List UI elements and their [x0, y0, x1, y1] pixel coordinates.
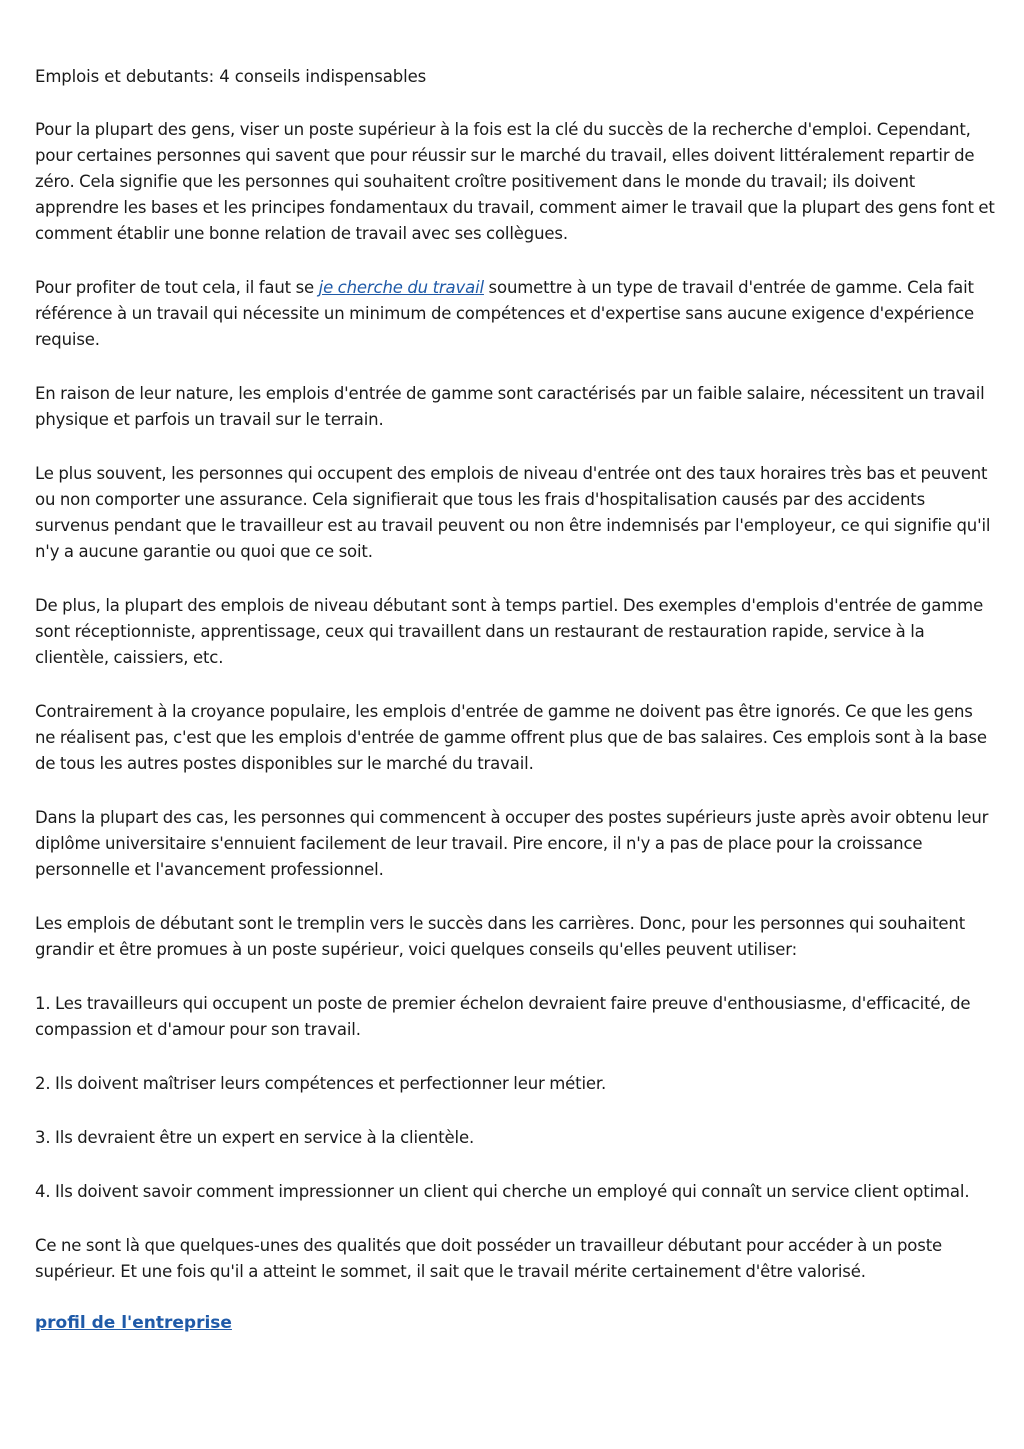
- tip-1: 1. Les travailleurs qui occupent un poste de premier échelon devraient faire preuve d'enthousiasme, d'efficacité, de compassion et d'amour pour son travail.: [35, 994, 971, 1039]
- paragraph-7: Dans la plupart des cas, les personnes qui commencent à occuper des postes supérieurs juste après avoir obtenu leur diplôme universitaire s'ennuient facilement de leur travail. Pire encore, il n'y a pas de place pour la croissance personnelle et l'avancement professionnel.: [35, 808, 989, 879]
- tip-3: 3. Ils devraient être un expert en service à la clientèle.: [35, 1128, 475, 1147]
- paragraph-3: En raison de leur nature, les emplois d'entrée de gamme sont caractérisés par un faible salaire, nécessitent un travail physique et parfois un travail sur le terrain.: [35, 384, 985, 429]
- tip-4: 4. Ils doivent savoir comment impressionner un client qui cherche un employé qui connaît un service client optimal.: [35, 1182, 970, 1201]
- paragraph-6: Contrairement à la croyance populaire, les emplois d'entrée de gamme ne doivent pas être ignorés. Ce que les gens ne réalisent pas, c'est que les emplois d'entrée de gamme offrent plus que de bas salaires. Ces emplois sont à la base de tous les autres postes disponibles sur le marché du travail.: [35, 702, 987, 773]
- tip-2: 2. Ils doivent maîtriser leurs compétences et perfectionner leur métier.: [35, 1074, 607, 1093]
- paragraph-5: De plus, la plupart des emplois de niveau débutant sont à temps partiel. Des exemples d'emplois d'entrée de gamme sont réceptionniste, apprentissage, ceux qui travaillent dans un restaurant de restauration rapide, service à la clientèle, caissiers, etc.: [35, 596, 984, 667]
- document-title: Emplois et debutants: 4 conseils indispensables: [35, 67, 427, 86]
- paragraph-4: Le plus souvent, les personnes qui occupent des emplois de niveau d'entrée ont des taux horaires très bas et peuvent ou non comporter une assurance. Cela signifierait que tous les frais d'hospitalisation causés par des accidents survenus pendant que le travailleur est au travail peuvent ou non être indemnisés par l'employeur, ce qui signifie qu'il n'y a aucune garantie ou quoi que ce soit.: [35, 464, 991, 561]
- paragraph-1: Pour la plupart des gens, viser un poste supérieur à la fois est la clé du succès de la recherche d'emploi. Cependant, pour certaines personnes qui savent que pour réussir sur le marché du travail, elles doivent littéralement repartir de zéro. Cela signifie que les personnes qui souhaitent croître positivement dans le monde du travail; ils doivent apprendre les bases et les principes fondamentaux du travail, comment aimer le travail que la plupart des gens font et comment établir une bonne relation de travail avec ses collègues.: [35, 120, 995, 243]
- document-page: [35, 64, 995, 1333]
- paragraph-conclusion: Ce ne sont là que quelques-unes des qualités que doit posséder un travailleur débutant pour accéder à un poste supérieur. Et une fois qu'il a atteint le sommet, il sait que le travail mérite certainement d'être valorisé.: [35, 1236, 943, 1281]
- paragraph-2: [35, 275, 995, 353]
- company-profile-link[interactable]: profil de l'entreprise: [35, 1313, 232, 1333]
- job-search-link[interactable]: je cherche du travail: [318, 278, 484, 297]
- paragraph-2-after: soumettre à un type de travail d'entrée de gamme. Cela fait référence à un travail qui nécessite un minimum de compétences et d'expertise sans aucune exigence d'expérience requise.: [35, 278, 975, 349]
- footer: [35, 1313, 995, 1333]
- paragraph-2-before: Pour profiter de tout cela, il faut se: [35, 278, 319, 297]
- paragraph-8: Les emplois de débutant sont le tremplin vers le succès dans les carrières. Donc, pour les personnes qui souhaitent grandir et être promues à un poste supérieur, voici quelques conseils qu'elles peuvent utiliser:: [35, 914, 966, 959]
